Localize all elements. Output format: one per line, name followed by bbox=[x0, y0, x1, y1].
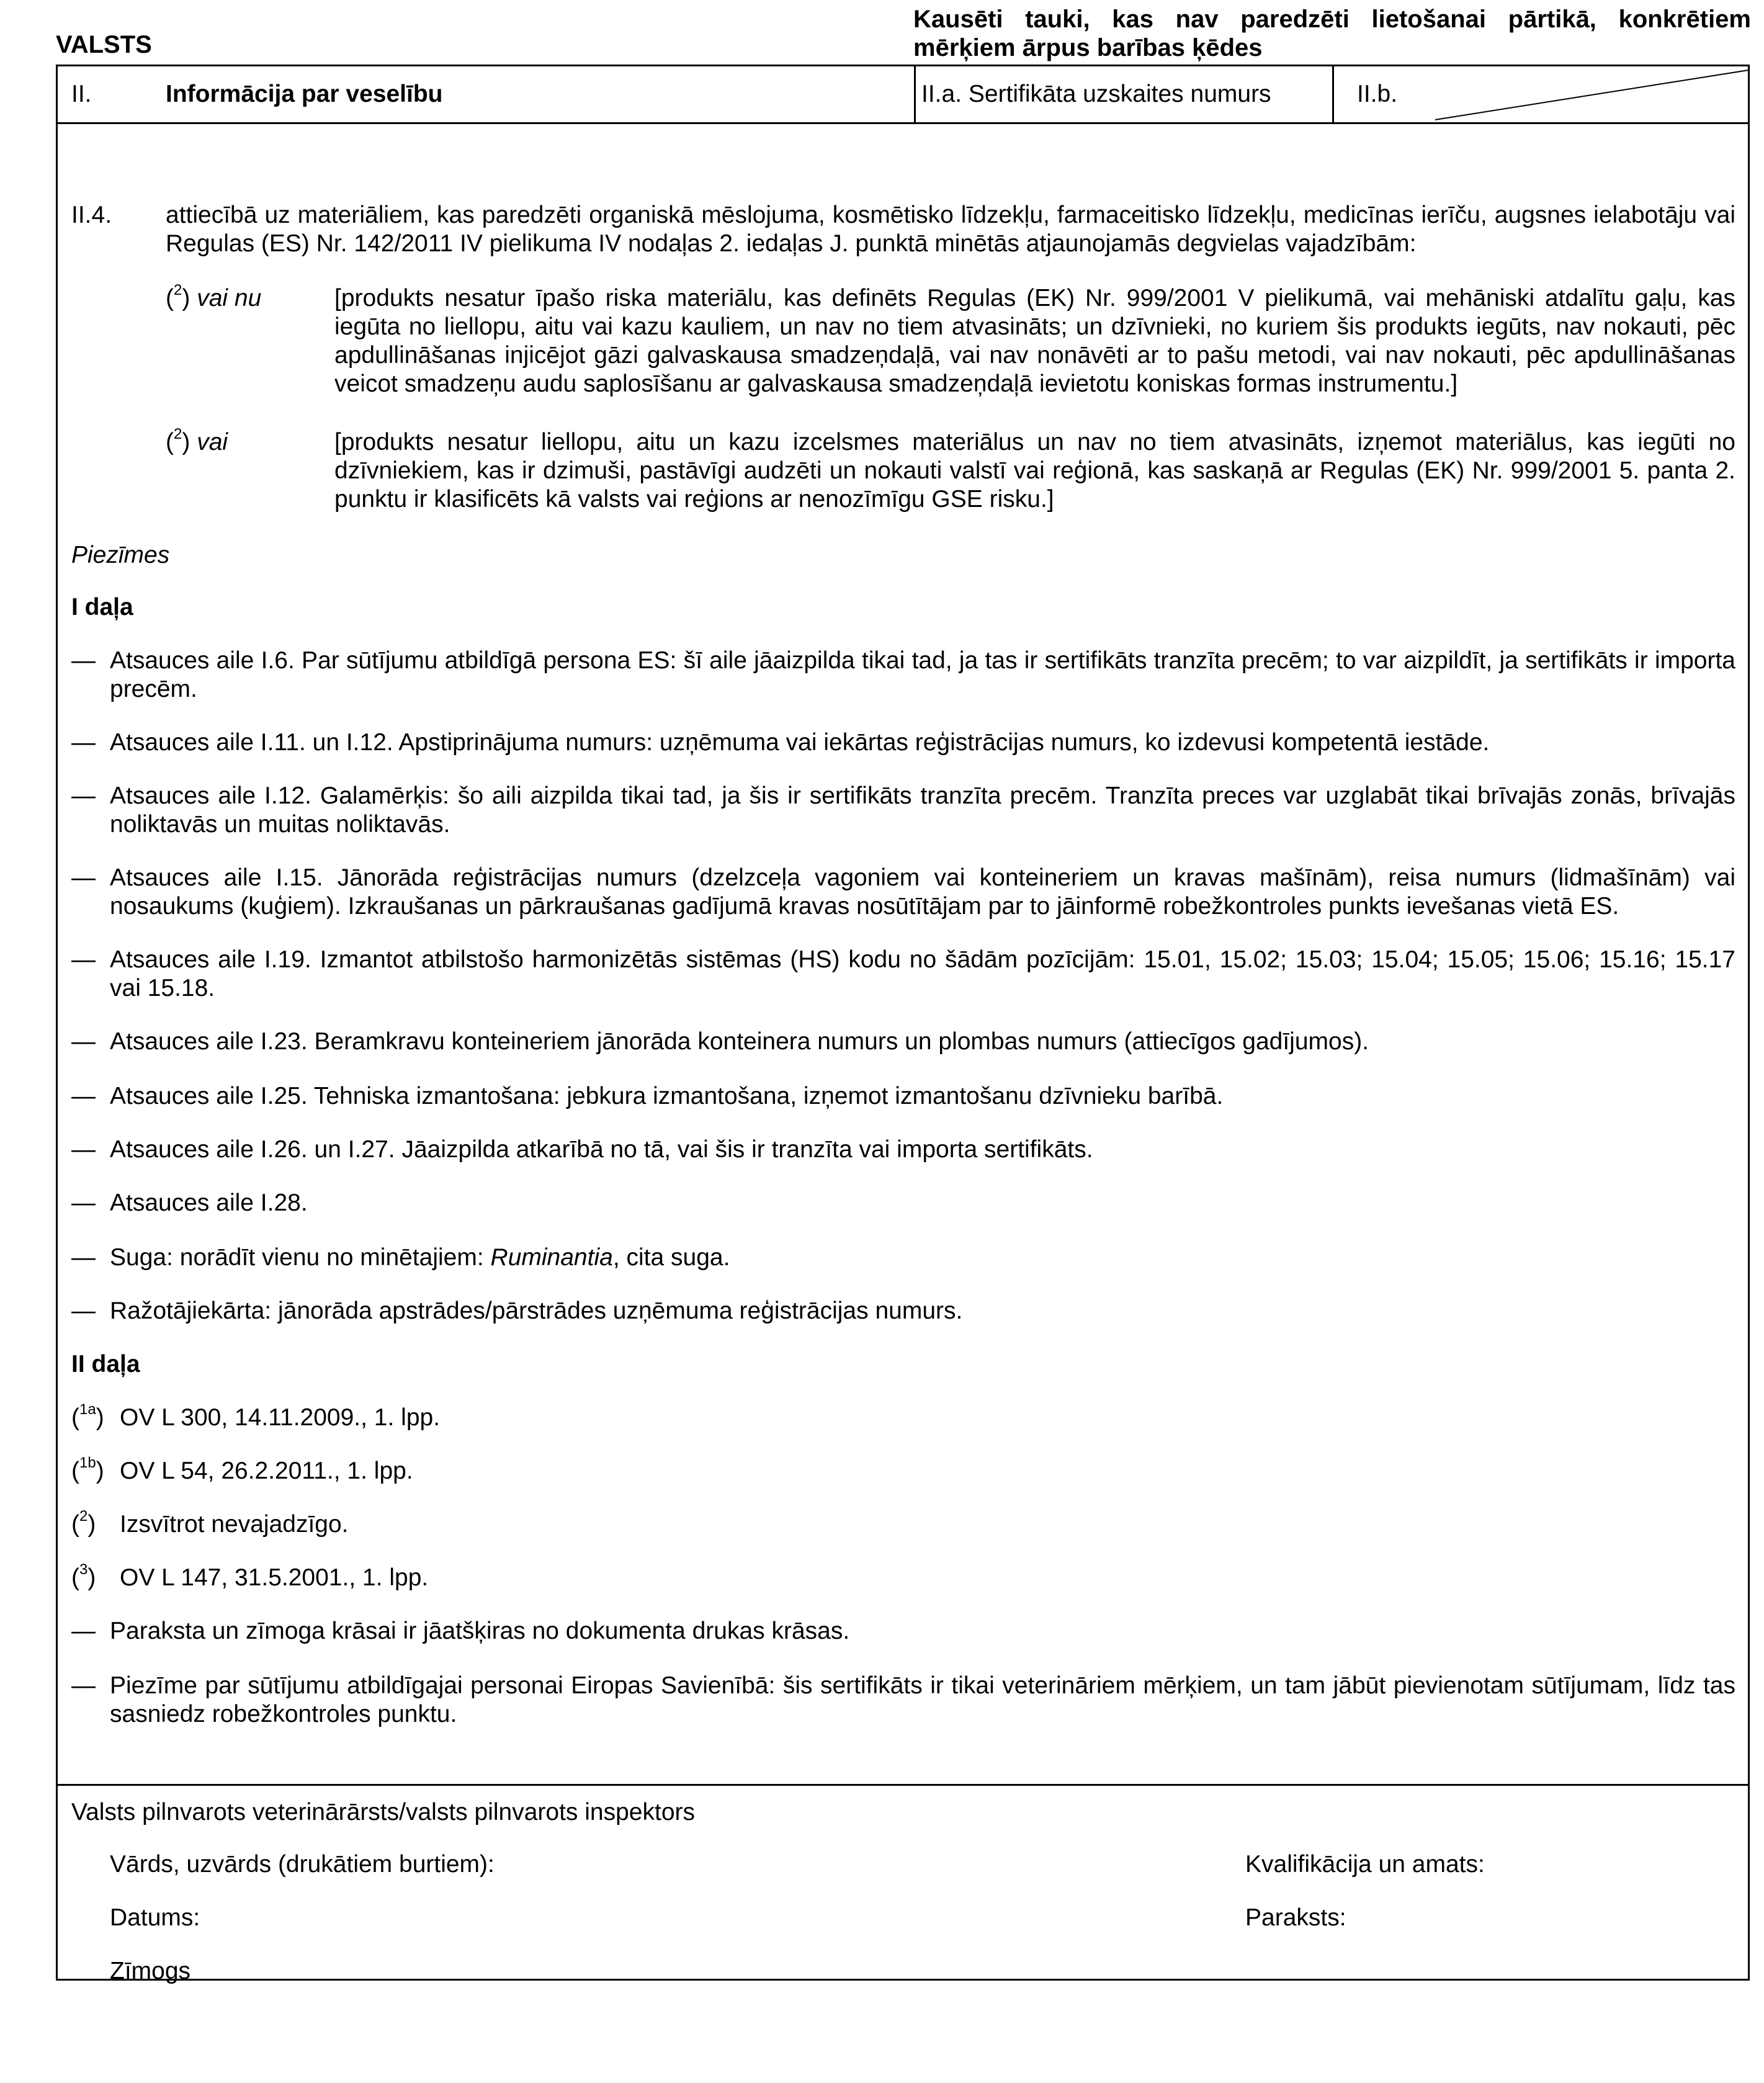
species-prefix: Suga: norādīt vienu no minētajiem: bbox=[110, 1244, 491, 1271]
signature-label: Paraksts: bbox=[1245, 1904, 1346, 1931]
dash-bullet: — bbox=[71, 946, 96, 973]
certificate-title: Kausēti tauki, kas nav paredzēti lietošanai pārtikā, konkrētiem mērķiem ārpus barības ķēdes bbox=[913, 6, 1751, 61]
note-item: Atsauces aile I.6. Par sūtījumu atbildīgā persona ES: šī aile jāaizpilda tikai tad, ja tas ir sertifikāts tranzīta precēm; to var aizpildīt, ja sertifikāts ir importa precēm. bbox=[110, 647, 1735, 702]
footnote-mark: 2 bbox=[79, 1508, 88, 1525]
part-header-row bbox=[58, 66, 1748, 124]
dash-bullet: — bbox=[71, 1297, 96, 1324]
name-label: Vārds, uzvārds (drukātiem burtiem): bbox=[110, 1851, 495, 1878]
footnote-text: Izsvītrot nevajadzīgo. bbox=[120, 1511, 349, 1538]
section-text: attiecībā uz materiāliem, kas paredzēti organiskā mēslojuma, kosmētisko līdzekļu, farmaceitisko līdzekļu, medicīnas ierīču, augsnes ielabotāju vai Regulas (ES) Nr. 142/2011 IV pielikuma IV nodaļas 2. iedaļas J. punktā minētās atjaunojamās degvielas vajadzībām: bbox=[166, 202, 1735, 257]
footnote: ($^3$) bbox=[71, 1561, 96, 1591]
footnote-mark: 1a bbox=[79, 1401, 96, 1418]
dash-bullet: — bbox=[71, 729, 96, 756]
stamp-label: Zīmogs bbox=[110, 1958, 191, 1984]
option-2-label: ($^2$) vai bbox=[166, 426, 228, 455]
dash-bullet: — bbox=[71, 1028, 96, 1055]
main-content bbox=[58, 124, 1748, 1784]
divider bbox=[914, 66, 916, 122]
note-item: Atsauces aile I.15. Jānorāda reģistrācijas numurs (dzelzceļa vagoniem vai konteineriem un kravas mašīnām), reisa numurs (lidmašīnām) vai nosaukums (kuģiem). Izkraušanas un pārkraušanas gadījumā kravas nosūtītājam par to jāinformē robežkontroles punkts ievešanas vietā ES. bbox=[110, 864, 1735, 920]
part-title: Informācija par veselību bbox=[166, 81, 443, 107]
option-2-text: [produkts nesatur liellopu, aitu un kazu izcelsmes materiālus un nav no tiem atvasināts, izņemot materiālus, kas iegūti no dzīvniekiem, kas ir dzimuši, pastāvīgi audzēti un nokauti valstī vai reģionā, kas saskaņā ar Regulas (EK) Nr. 999/2001 5. panta 2. punktu ir klasificēts kā valsts vai reģions ar nenozīmīgu GSE risku.] bbox=[334, 429, 1735, 513]
footnote: ($^{1a}$) bbox=[71, 1401, 104, 1431]
footnote-text: OV L 54, 26.2.2011., 1. lpp. bbox=[120, 1458, 413, 1484]
strike-line bbox=[1435, 66, 1748, 122]
cert-ref-label: II.a. Sertifikāta uzskaites numurs bbox=[921, 81, 1271, 107]
footnote-text: OV L 147, 31.5.2001., 1. lpp. bbox=[120, 1564, 429, 1591]
note-species bbox=[110, 1243, 1735, 1272]
option-1-keyword: vai nu bbox=[197, 285, 262, 311]
dash-bullet: — bbox=[71, 1136, 96, 1163]
dash-bullet: — bbox=[71, 647, 96, 674]
date-label: Datums: bbox=[110, 1904, 200, 1931]
footnote: ($^{1b}$) bbox=[71, 1454, 104, 1484]
footnote-mark: 1b bbox=[79, 1454, 96, 1471]
option-2-keyword: vai bbox=[197, 429, 228, 455]
dash-bullet: — bbox=[71, 1672, 96, 1699]
footnote: ($^2$) bbox=[71, 1508, 96, 1538]
species-italic: Ruminantia bbox=[490, 1244, 613, 1271]
footnote-mark: 3 bbox=[79, 1561, 88, 1578]
species-suffix: , cita suga. bbox=[612, 1244, 730, 1271]
dash-bullet: — bbox=[71, 1083, 96, 1109]
dash-bullet: — bbox=[71, 864, 96, 891]
note-item: Atsauces aile I.25. Tehniska izmantošana: jebkura izmantošana, izņemot izmantošanu dzīvnieku barībā. bbox=[110, 1083, 1224, 1109]
option-1-label: ($^2$) vai nu bbox=[166, 282, 262, 311]
footnote-ref: 2 bbox=[174, 282, 182, 298]
note-item: Paraksta un zīmoga krāsai ir jāatšķiras no dokumenta drukas krāsas. bbox=[110, 1618, 850, 1644]
dash-bullet: — bbox=[71, 782, 96, 809]
note-item: Atsauces aile I.19. Izmantot atbilstošo harmonizētās sistēmas (HS) kodu no šādām pozīcijām: 15.01, 15.02; 15.03; 15.04; 15.05; 15.06; 15.16; 15.17 vai 15.18. bbox=[110, 946, 1735, 1001]
note-item: Atsauces aile I.26. un I.27. Jāaizpilda atkarībā no tā, vai šis ir tranzīta vai importa sertifikāts. bbox=[110, 1136, 1093, 1163]
note-item: Atsauces aile I.11. un I.12. Apstiprinājuma numurs: uzņēmuma vai iekārtas reģistrācijas numurs, ko izdevusi kompetentā iestāde. bbox=[110, 729, 1490, 756]
iib-label: II.b. bbox=[1357, 81, 1398, 107]
option-1-text: [produkts nesatur īpašo riska materiālu, kas definēts Regulas (EK) Nr. 999/2001 V pielikumā, vai mehāniski atdalītu gaļu, kas iegūta no liellopu, aitu vai kazu kauliem, un nav no tiem atvasināts; un dzīvnieki, no kuriem šis produkts iegūts, nav nokauti, pēc apdullināšanas injicējot gāzi galvaskausa smadzeņdaļā, vai nav nonāvēti ar to pašu metodi, vai nav nokauti, pēc apdullināšanas veicot smadzeņu audu saplosīšanu ar galvaskausa smadzeņdaļā ievietotu koniskas formas instrumentu.] bbox=[334, 285, 1735, 397]
note-item: Piezīme par sūtījumu atbildīgajai personai Eiropas Savienībā: šis sertifikāts ir tikai veterināriem mērķiem, un tam jābūt pievienotam sūtījumam, līdz tas sasniedz robežkontroles punktu. bbox=[110, 1672, 1735, 1727]
country-label: VALSTS bbox=[56, 31, 152, 58]
dash-bullet: — bbox=[71, 1618, 96, 1644]
part-1-heading: I daļa bbox=[71, 594, 133, 620]
part-number: II. bbox=[71, 81, 92, 107]
certificate-frame bbox=[56, 65, 1750, 1984]
footnote-ref: 2 bbox=[174, 426, 182, 442]
section-number: II.4. bbox=[71, 202, 112, 228]
note-item: Atsauces aile I.28. bbox=[110, 1189, 308, 1216]
dash-bullet: — bbox=[71, 1189, 96, 1216]
official-label: Valsts pilnvarots veterinārārsts/valsts pilnvarots inspektors bbox=[71, 1799, 695, 1825]
note-plant: Ražotājiekārta: jānorāda apstrādes/pārstrādes uzņēmuma reģistrācijas numurs. bbox=[110, 1297, 963, 1324]
notes-heading: Piezīmes bbox=[71, 542, 170, 568]
note-item: Atsauces aile I.23. Beramkravu konteineriem jānorāda konteinera numurs un plombas numurs (attiecīgos gadījumos). bbox=[110, 1028, 1369, 1055]
signature-block bbox=[58, 1784, 1748, 1984]
divider bbox=[1332, 66, 1334, 122]
note-item: Atsauces aile I.12. Galamērķis: šo aili aizpilda tikai tad, ja šis ir sertifikāts tranzīta precēm. Tranzīta preces var uzglabāt tikai brīvajās zonās, brīvajās noliktavās un muitas noliktavās. bbox=[110, 782, 1735, 838]
qualification-label: Kvalifikācija un amats: bbox=[1245, 1851, 1485, 1878]
part-2-heading: II daļa bbox=[71, 1351, 140, 1377]
footnote-text: OV L 300, 14.11.2009., 1. lpp. bbox=[120, 1404, 441, 1431]
dash-bullet: — bbox=[71, 1244, 96, 1271]
